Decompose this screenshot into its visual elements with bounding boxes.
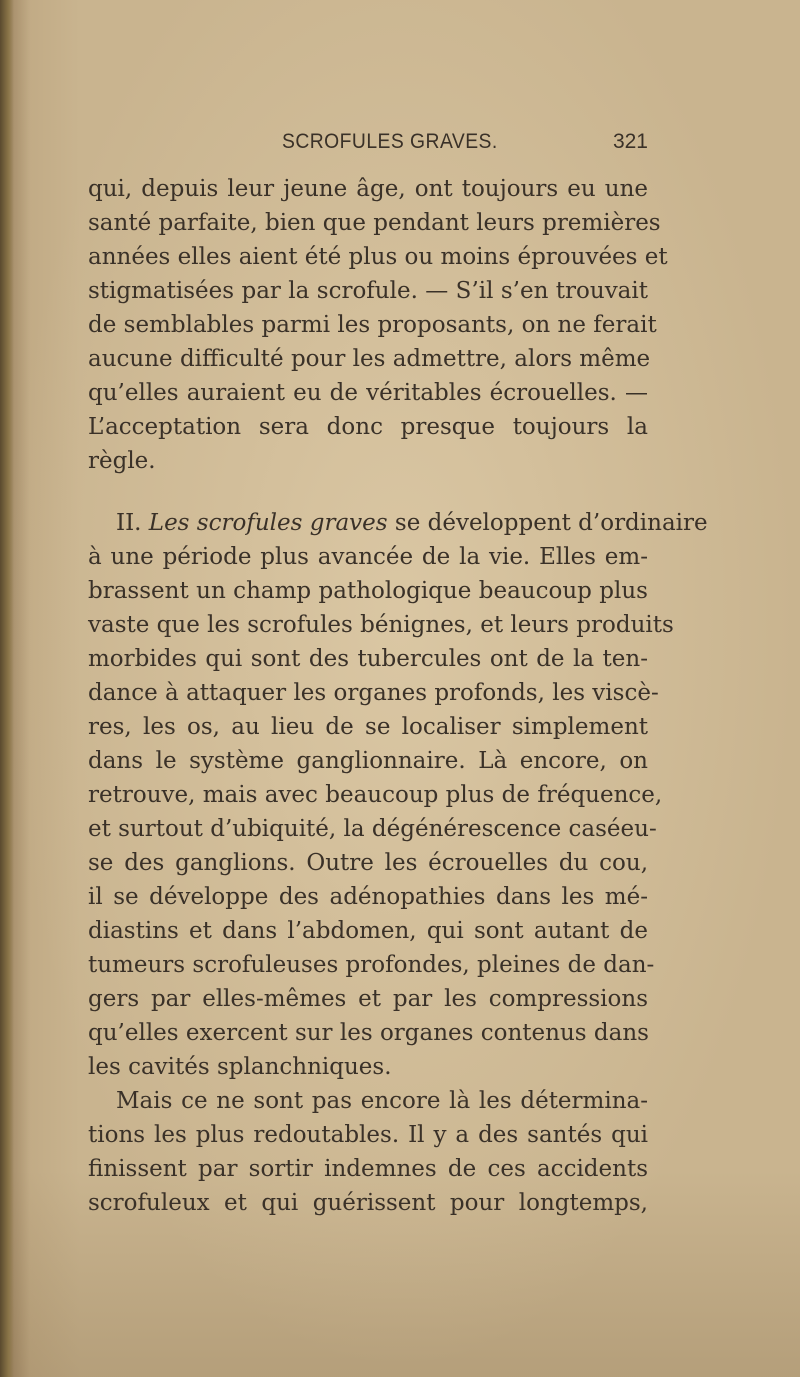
text-line: il se développe des adénopathies dans les mé- <box>88 884 648 910</box>
text-line: finissent par sortir indemnes de ces accidents <box>88 1156 648 1182</box>
text-line: stigmatisées par la scrofule. — S’il s’en trouvait <box>88 278 648 304</box>
text-line: qui, depuis leur jeune âge, ont toujours eu une <box>88 176 648 202</box>
text-line: res, les os, au lieu de se localiser simplement <box>88 714 648 740</box>
text-line: à une période plus avancée de la vie. Elles em- <box>88 544 648 570</box>
text-line: se des ganglions. Outre les écrouelles du cou, <box>88 850 648 876</box>
text-line: retrouve, mais avec beaucoup plus de fréquence, <box>88 782 663 808</box>
text-line: tions les plus redoutables. Il y a des santés qui <box>88 1122 648 1148</box>
section-number: II. <box>116 510 142 536</box>
text-line: règle. <box>88 448 156 474</box>
text-line: vaste que les scrofules bénignes, et leurs produits <box>88 612 674 638</box>
text-line: années elles aient été plus ou moins éprouvées et <box>88 244 668 270</box>
section-title: Les scrofules graves <box>148 510 388 536</box>
text-line: tumeurs scrofuleuses profondes, pleines de dan- <box>88 952 655 978</box>
body-text <box>88 172 708 1220</box>
text-line: aucune difficulté pour les admettre, alors même <box>88 346 651 372</box>
page-number: 321 <box>612 130 648 153</box>
text-line: dance à attaquer les organes profonds, les viscè- <box>88 680 659 706</box>
text-line: dans le système ganglionnaire. Là encore, on <box>88 748 648 774</box>
running-head: SCROFULES GRAVES. <box>282 130 498 153</box>
text-line: les cavités splanchniques. <box>88 1054 392 1080</box>
text-line: santé parfaite, bien que pendant leurs premières <box>88 210 661 236</box>
paragraph-2 <box>88 506 708 1084</box>
text-line: qu’elles auraient eu de véritables écrouelles. — <box>88 380 648 406</box>
text-line: de semblables parmi les proposants, on ne ferait <box>88 312 657 338</box>
text-line: et surtout d’ubiquité, la dégénérescence caséeu- <box>88 816 657 842</box>
section-heading-line <box>88 506 708 540</box>
text-line: qu’elles exercent sur les organes contenus dans <box>88 1020 649 1046</box>
page-header <box>86 130 648 162</box>
text-line: scrofuleux et qui guérissent pour longtemps, <box>88 1190 648 1216</box>
text-line: diastins et dans l’abdomen, qui sont autant de <box>88 918 648 944</box>
text-line: Mais ce ne sont pas encore là les détermina- <box>116 1088 648 1114</box>
text-line: morbides qui sont des tubercules ont de la ten- <box>88 646 648 672</box>
text-line: L’acceptation sera donc presque toujours la <box>88 414 648 440</box>
paragraph-3 <box>88 1084 648 1220</box>
text-line: gers par elles-mêmes et par les compressions <box>88 986 648 1012</box>
text-line: brassent un champ pathologique beaucoup plus <box>88 578 648 604</box>
section-first-line-rest: se développent d’ordinaire <box>387 510 708 536</box>
paragraph-1 <box>88 172 668 478</box>
book-spine-edge <box>0 0 14 1377</box>
